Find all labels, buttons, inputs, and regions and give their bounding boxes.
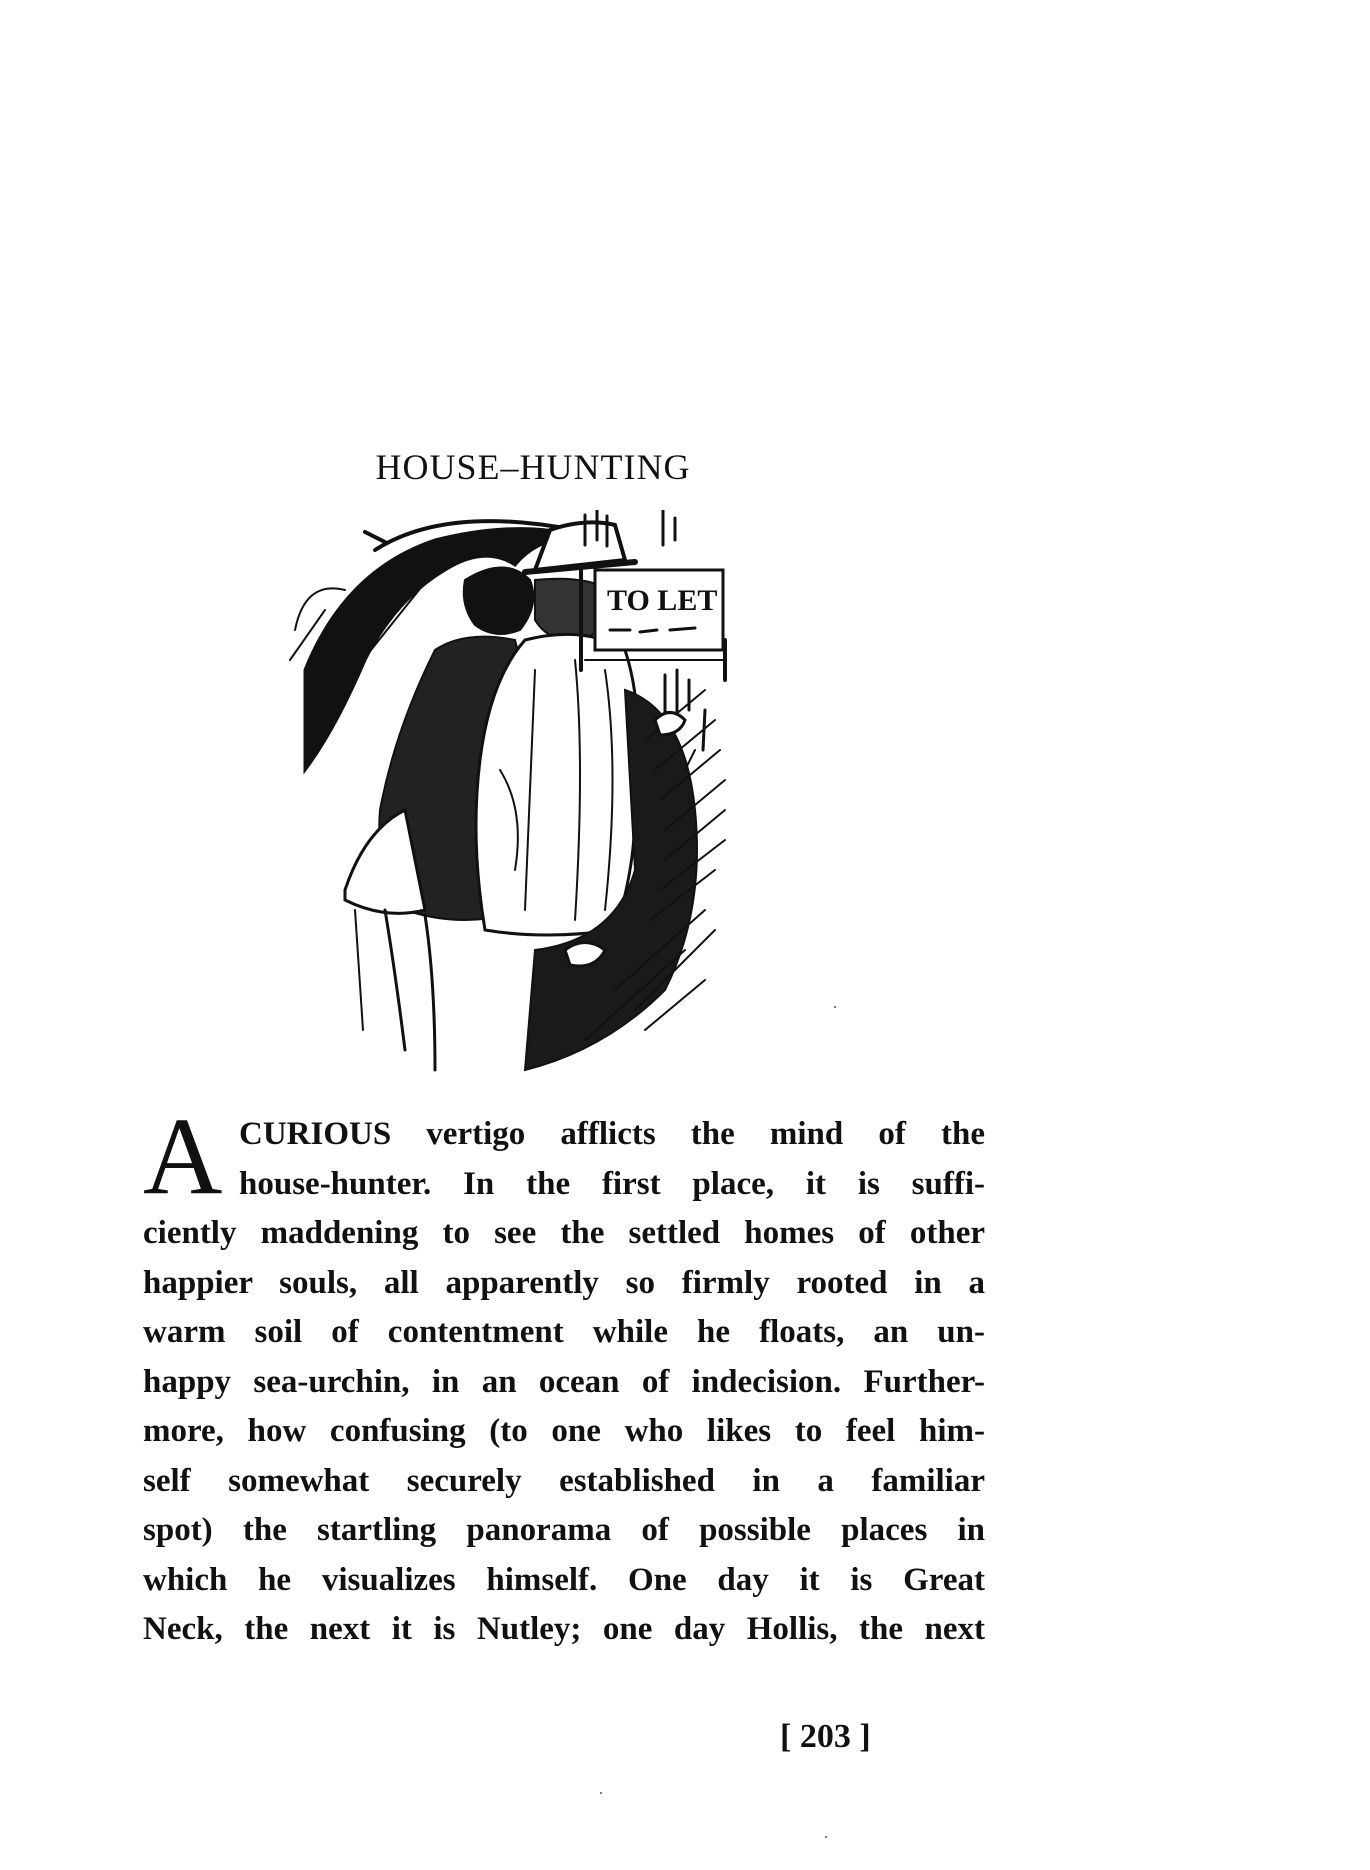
text-line-2: house-hunter. In the first place, it is suffi- bbox=[239, 1165, 985, 1202]
sign-text: TO LET bbox=[607, 584, 718, 617]
print-speck bbox=[825, 1836, 827, 1838]
text-line-5: warm soil of contentment while he floats, an un- bbox=[143, 1314, 985, 1350]
text-line-7: more, how confusing (to one who likes to feel him- bbox=[143, 1413, 985, 1449]
page-number: [ 203 ] bbox=[780, 1718, 871, 1755]
text-line-10: which he visualizes himself. One day it is Great bbox=[143, 1561, 985, 1598]
text-line-11: Neck, the next it is Nutley; one day Hollis, the next bbox=[143, 1611, 985, 1647]
chapter-title: HOUSE–HUNTING bbox=[375, 447, 691, 487]
print-speck bbox=[834, 1006, 836, 1008]
body-paragraph bbox=[143, 1110, 985, 1655]
text-line-1: CURIOUS vertigo afflicts the mind of the bbox=[239, 1116, 985, 1152]
text-line-3: ciently maddening to see the settled homes of other bbox=[143, 1215, 985, 1251]
text-line-4: happier souls, all apparently so firmly rooted in a bbox=[143, 1264, 985, 1301]
couple-with-umbrella-to-let-sign-illustration bbox=[285, 510, 865, 1080]
text-line-8: self somewhat securely established in a familiar bbox=[143, 1462, 985, 1499]
text-line-6: happy sea-urchin, in an ocean of indecision. Further- bbox=[143, 1363, 985, 1400]
print-speck bbox=[600, 1792, 602, 1794]
drop-cap: A bbox=[143, 1095, 223, 1217]
text-line-9: spot) the startling panorama of possible places in bbox=[143, 1512, 985, 1548]
